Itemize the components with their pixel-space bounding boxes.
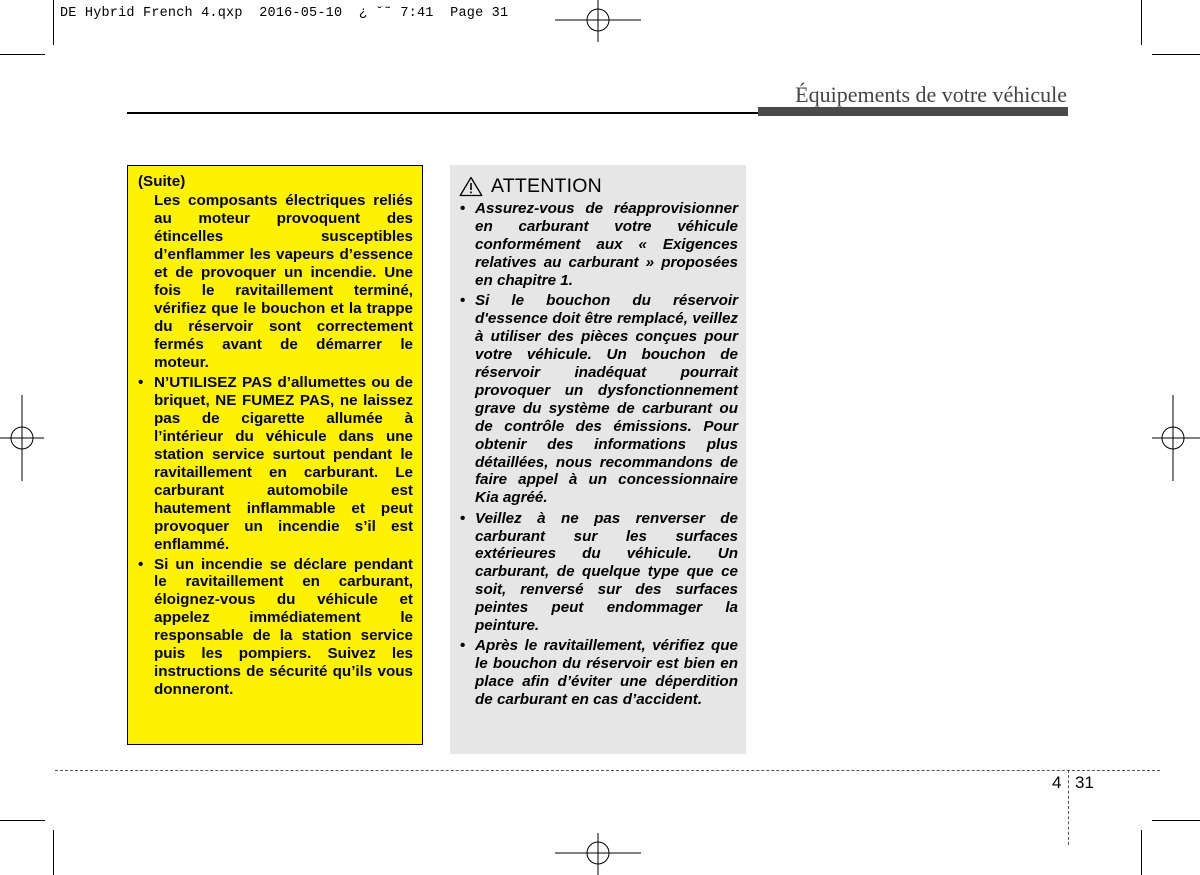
warning-list xyxy=(138,374,413,699)
bullet-icon: • xyxy=(460,291,466,309)
chapter-number: 4 xyxy=(1052,773,1062,792)
list-item xyxy=(459,510,738,636)
list-item xyxy=(138,374,413,554)
attention-title: ATTENTION xyxy=(491,174,602,197)
bullet-icon: • xyxy=(460,509,466,527)
crop-mark xyxy=(1152,54,1200,55)
warning-intro: Les composants électriques reliés au moteur provoquent des étincelles susceptibles d’enflammer les vapeurs d’essence et de provoquer un incendie. Une fois le ravitaillement terminé, vérifiez que le bouchon et la trappe du réservoir sont correctement fermés avant de démarrer le moteur. xyxy=(154,191,413,371)
attention-box xyxy=(450,165,746,754)
list-item-text: Si le bouchon du réservoir d'essence doit être remplacé, veillez à utiliser des pièces conçues pour votre véhicule. Un bouchon de réservoir inadéquat pourrait provoquer un dysfonctionnement grave du système de carburant ou de contrôle des émissions. Pour obtenir des informations plus détaillées, nous recommandons de faire appel à un concessionnaire Kia agréé. xyxy=(475,291,738,507)
registration-mark-icon xyxy=(1152,395,1200,481)
list-item-text: Après le ravitaillement, vérifiez que le bouchon du réservoir est bien en place afin d’éviter une déperdition de carburant en cas d’accident. xyxy=(475,637,738,709)
print-slug: DE Hybrid French 4.qxp 2016-05-10 ¿ ˘˜ 7:41 Page 31 xyxy=(60,6,509,21)
bullet-icon: • xyxy=(460,637,466,655)
list-item-text: Assurez-vous de réapprovisionner en carburant votre véhicule conformément aux « Exigences relatives au carburant » proposées en chapitre 1. xyxy=(475,200,738,289)
crop-mark xyxy=(53,0,54,45)
page-number: 31 xyxy=(1075,773,1094,792)
bullet-icon: • xyxy=(138,555,144,573)
crop-mark xyxy=(1141,0,1142,45)
crop-mark xyxy=(1152,820,1200,821)
crop-mark xyxy=(53,830,54,875)
registration-mark-icon xyxy=(555,0,641,42)
warning-box xyxy=(127,165,423,745)
crop-mark xyxy=(1141,830,1142,875)
list-item-text: N’UTILISEZ PAS d’allumettes ou de briquet, NE FUMEZ PAS, ne laissez pas de cigarette allumée à l’intérieur du véhicule dans une station service surtout pendant le ravitaillement en carburant. Le carburant automobile est hautement inflammable et peut provoquer un incendie s’il est enflammé. xyxy=(154,374,413,554)
footer-rule xyxy=(55,770,1160,771)
header-bar xyxy=(758,107,1068,116)
attention-list xyxy=(459,200,738,709)
continued-label: (Suite) xyxy=(138,173,186,190)
registration-mark-icon xyxy=(0,395,44,481)
attention-header xyxy=(459,173,738,199)
crop-mark xyxy=(0,54,45,55)
list-item xyxy=(138,556,413,700)
list-item xyxy=(459,637,738,709)
list-item xyxy=(459,200,738,290)
list-item xyxy=(459,292,738,507)
crop-mark xyxy=(0,820,45,821)
warning-triangle-icon xyxy=(459,176,483,197)
registration-mark-icon xyxy=(555,833,641,875)
bullet-icon: • xyxy=(460,200,466,217)
page-divider xyxy=(1068,770,1069,845)
list-item-text: Si un incendie se déclare pendant le ravitaillement en carburant, éloignez-vous du véhicule et appelez immédiatement le responsable de la station service puis les pompiers. Suivez les instructions de sécurité qu’ils vous donneront. xyxy=(154,555,413,699)
list-item-text: Veillez à ne pas renverser de carburant sur les surfaces extérieures du véhicule. Un carburant, de quelque type que ce soit, renversé sur des surfaces peintes peut endommager la peinture. xyxy=(475,509,738,635)
section-title: Équipements de votre véhicule xyxy=(795,82,1067,107)
header-rule xyxy=(127,112,758,114)
bullet-icon: • xyxy=(138,374,144,392)
